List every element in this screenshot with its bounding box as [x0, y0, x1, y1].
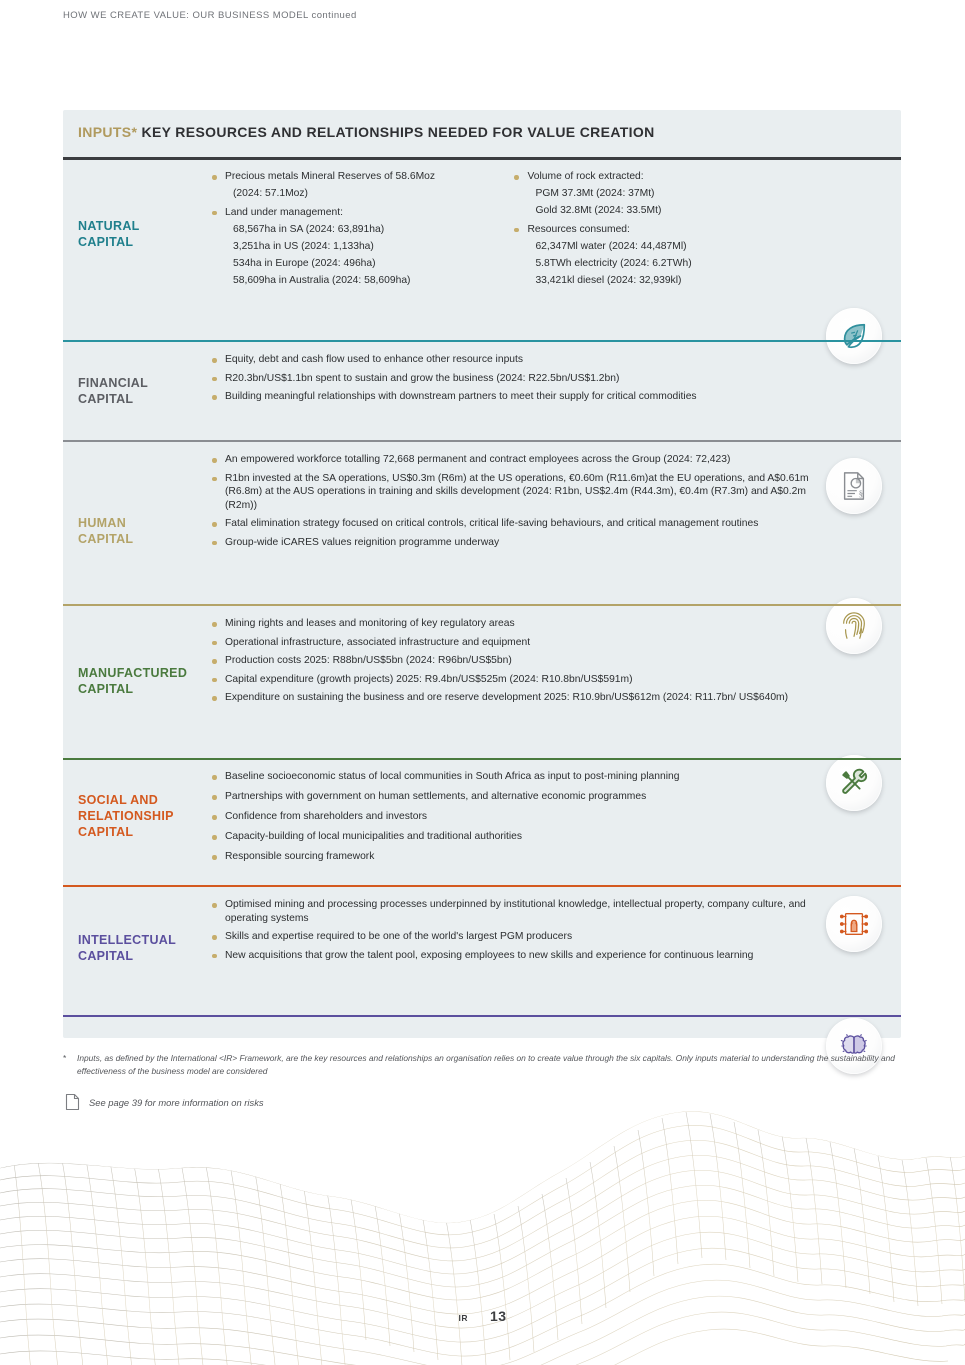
capital-label-natural — [78, 218, 218, 250]
document-page-icon — [65, 1093, 80, 1111]
list-item: Precious metals Mineral Reserves of 58.6Moz (2024: 57.1Moz) — [211, 170, 501, 201]
capital-label-financial — [78, 375, 218, 407]
page-title — [78, 124, 655, 140]
list-item: Group-wide iCARES values reignition programme underway — [211, 536, 831, 550]
title-divider — [63, 157, 901, 160]
sub-line: 534ha in Europe (2024: 496ha) — [233, 257, 376, 269]
list-item: Expenditure on sustaining the business and ore reserve development 2025: R10.9bn/US$612m (2024: R11.7bn/ US$640m) — [211, 691, 821, 705]
footnote-marker: * — [63, 1053, 67, 1063]
capital-divider-manufactured — [63, 758, 901, 760]
sub-line: 68,567ha in SA (2024: 63,891ha) — [233, 223, 385, 235]
list-item: Equity, debt and cash flow used to enhance other resource inputs — [211, 353, 811, 367]
sub-line: 33,421kl diesel (2024: 32,939kl) — [535, 275, 682, 287]
decorative-mesh-landscape — [0, 1110, 965, 1365]
capital-column — [211, 170, 501, 293]
see-page-text: See page 39 for more information on risks — [89, 1096, 264, 1108]
capital-label-line2: CAPITAL — [78, 532, 134, 546]
running-header — [63, 10, 357, 21]
list-item: Volume of rock extracted: PGM 37.3Mt (2024: 37Mt) Gold 32.8Mt (2024: 33.5Mt) — [513, 170, 813, 218]
list-item: Fatal elimination strategy focused on critical controls, critical life-saving behaviours, and critical management routines — [211, 517, 831, 531]
bullet-list — [513, 170, 813, 288]
capital-label-line1: FINANCIAL — [78, 376, 149, 390]
sub-line: 3,251ha in US (2024: 1,133ha) — [233, 240, 374, 252]
footnote-text: Inputs, as defined by the International <IR> Framework, are the key resources and relationships an organisation relies on to create value through the six capitals. Only inputs material to understanding the sustainability and effectiveness of the business model are considered — [77, 1053, 895, 1076]
capital-divider-human — [63, 604, 901, 606]
sub-line: 58,609ha in Australia (2024: 58,609ha) — [233, 275, 411, 287]
capital-label-line2: CAPITAL — [78, 682, 134, 696]
bullet-list — [211, 353, 811, 404]
page-title-rest: KEY RESOURCES AND RELATIONSHIPS NEEDED FOR VALUE CREATION — [137, 124, 655, 140]
bullet-list — [211, 453, 831, 550]
capital-label-line1: NATURAL — [78, 219, 140, 233]
sub-line: PGM 37.3Mt (2024: 37Mt) — [535, 188, 655, 200]
page-footer — [0, 1308, 965, 1324]
mesh-graphic — [0, 1110, 965, 1365]
capital-label-line1: SOCIAL AND — [78, 793, 159, 807]
capital-label-line2: RELATIONSHIP — [78, 809, 174, 823]
capital-label-line3: CAPITAL — [78, 825, 134, 839]
capital-label-line2: CAPITAL — [78, 392, 134, 406]
sub-line: (2024: 57.1Moz) — [233, 188, 308, 200]
list-item: Optimised mining and processing processes underpinned by institutional knowledge, intellectual property, company culture, and operating systems — [211, 898, 811, 925]
bullet-list — [211, 770, 851, 864]
list-item: Capital expenditure (growth projects) 2025: R9.4bn/US$525m (2024: R10.8bn/US$591m) — [211, 673, 821, 687]
list-item: New acquisitions that grow the talent pool, exposing employees to new skills and experience for continuous learning — [211, 949, 811, 963]
report-code: IR — [458, 1313, 468, 1323]
capital-label-line1: HUMAN — [78, 516, 127, 530]
capital-label-social — [78, 792, 218, 840]
running-header-continued: continued — [311, 10, 357, 21]
list-item: Confidence from shareholders and investors — [211, 810, 851, 824]
bullet-list — [211, 170, 501, 288]
sub-line: 5.8TWh electricity (2024: 6.2TWh) — [535, 257, 692, 269]
capital-column — [211, 453, 831, 555]
capital-label-manufactured — [78, 665, 218, 697]
page-number: 13 — [489, 1308, 507, 1324]
see-page-reference[interactable] — [65, 1093, 264, 1111]
capital-column — [211, 353, 811, 409]
capital-column — [211, 617, 821, 710]
leaf-icon — [839, 321, 869, 351]
bullet-list — [211, 617, 821, 705]
capital-divider-natural — [63, 340, 901, 342]
list-item: R20.3bn/US$1.1bn spent to sustain and grow the business (2024: R22.5bn/US$1.2bn) — [211, 372, 811, 386]
capital-column — [211, 770, 851, 870]
list-item: Baseline socioeconomic status of local communities in South Africa as input to post-mining planning — [211, 770, 851, 784]
list-item: Mining rights and leases and monitoring of key regulatory areas — [211, 617, 821, 631]
sub-line: 62,347Ml water (2024: 44,487Ml) — [535, 240, 687, 252]
list-item: Operational infrastructure, associated infrastructure and equipment — [211, 636, 821, 650]
list-item: An empowered workforce totalling 72,668 permanent and contract employees across the Group (2024: 72,423) — [211, 453, 831, 467]
capital-divider-social — [63, 885, 901, 887]
bullet-list — [211, 898, 811, 962]
list-item: Skills and expertise required to be one of the world's largest PGM producers — [211, 930, 811, 944]
footnote — [63, 1052, 903, 1077]
capital-label-line1: MANUFACTURED — [78, 666, 188, 680]
list-item: Land under management: 68,567ha in SA (2024: 63,891ha) 3,251ha in US (2024: 1,133ha) 534ha in Europe (2024: 496ha) 58,609ha in Australia (2024: 58,609ha) — [211, 206, 501, 288]
capital-label-line1: INTELLECTUAL — [78, 933, 177, 947]
list-item: Responsible sourcing framework — [211, 850, 851, 864]
list-item: Building meaningful relationships with downstream partners to meet their supply for critical commodities — [211, 390, 811, 404]
page-title-accent: INPUTS* — [78, 124, 138, 140]
list-item: R1bn invested at the SA operations, US$0.3m (R6m) at the US operations, €0.60m (R11.6m)at the EU operations, and A$0.61m (R6.8m) at the AUS operations in training and skills development (2024: R1bn, US$2.4m (R44.3m), €0.4m (R7.3m) and A$0.2m (R2m)) — [211, 472, 831, 513]
sub-line: Gold 32.8Mt (2024: 33.5Mt) — [535, 205, 662, 217]
capital-label-line2: CAPITAL — [78, 235, 134, 249]
running-header-main: HOW WE CREATE VALUE: OUR BUSINESS MODEL — [63, 10, 312, 21]
capital-label-intellectual — [78, 932, 218, 964]
inputs-panel — [63, 110, 901, 1038]
capital-divider-intellectual — [63, 1015, 901, 1017]
list-item: Partnerships with government on human settlements, and alternative economic programmes — [211, 790, 851, 804]
capital-label-line2: CAPITAL — [78, 949, 134, 963]
capital-label-human — [78, 515, 218, 547]
capital-column — [513, 170, 813, 293]
capital-divider-financial — [63, 440, 901, 442]
list-item: Production costs 2025: R88bn/US$5bn (2024: R96bn/US$5bn) — [211, 654, 821, 668]
svg-text:§: § — [858, 488, 863, 499]
capital-column — [211, 898, 811, 967]
list-item: Resources consumed: 62,347Ml water (2024: 44,487Ml) 5.8TWh electricity (2024: 6.2TWh) 33,421kl diesel (2024: 32,939kl) — [513, 223, 813, 288]
list-item: Capacity-building of local municipalities and traditional authorities — [211, 830, 851, 844]
